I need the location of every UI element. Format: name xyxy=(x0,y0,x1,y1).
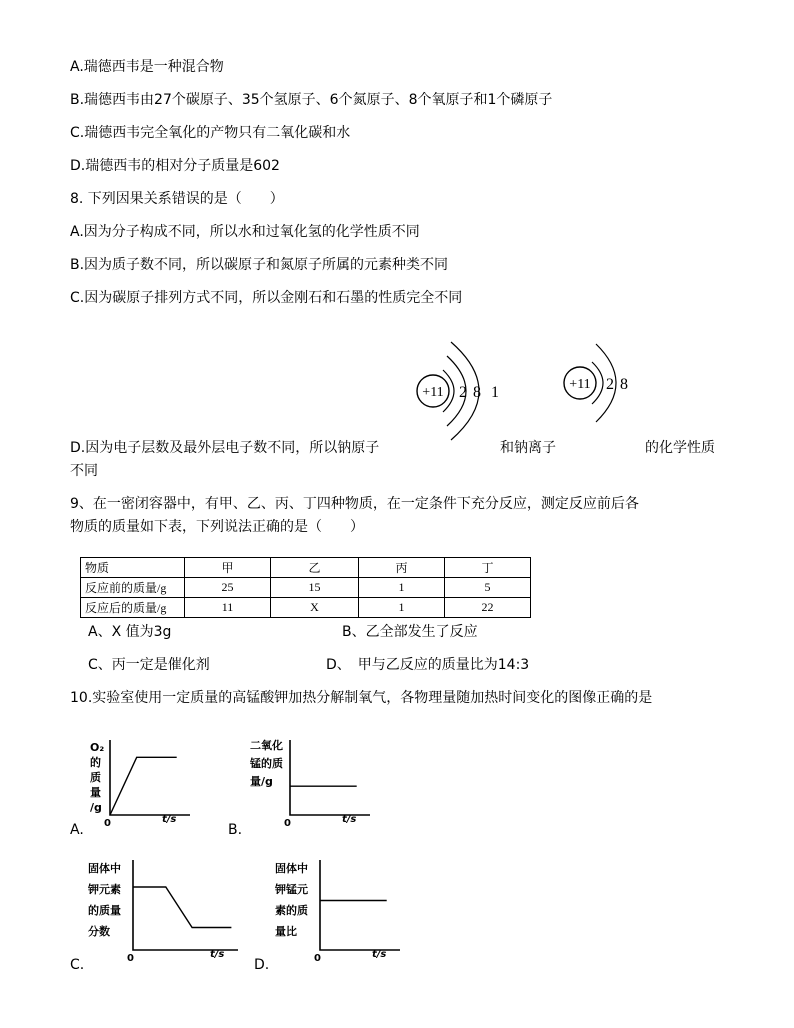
table-header-cell: 丁 xyxy=(445,558,531,578)
atom-shell-1-count: 2 xyxy=(459,384,467,401)
atom-shell-3-count: 1 xyxy=(491,384,499,401)
q7-option-c: C.瑞德西韦完全氧化的产物只有二氧化碳和水 xyxy=(70,125,351,141)
ion-shell-2-count: 8 xyxy=(620,376,628,393)
graph-a xyxy=(110,740,200,825)
graph-origin-label: 0 xyxy=(104,818,111,829)
graph-y-axis-label-line: 的质量 xyxy=(88,904,121,917)
table-row xyxy=(81,578,531,598)
table-cell: 反应后的质量/g xyxy=(81,598,185,618)
q9-stem-line2: 物质的质量如下表，下列说法正确的是（ ） xyxy=(70,519,364,535)
ion-shell-1-count: 2 xyxy=(606,376,614,393)
graph-x-axis-label: t/s xyxy=(162,814,177,825)
graph-y-axis-label-line: 量 xyxy=(90,786,101,799)
graph-x-axis-label: t/s xyxy=(372,949,387,960)
graph-y-axis-label-line: 固体中 xyxy=(88,862,121,875)
table-cell: 15 xyxy=(271,578,359,598)
q8-option-d-part4: 不同 xyxy=(70,463,98,479)
q10-stem: 10.实验室使用一定质量的高锰酸钾加热分解制氧气，各物理量随加热时间变化的图像正确的是 xyxy=(70,690,653,706)
q7-option-d: D.瑞德西韦的相对分子质量是602 xyxy=(70,158,280,174)
q10-option-d-label: D. xyxy=(254,957,270,973)
atom-nucleus-charge: +11 xyxy=(422,385,444,400)
ion-shell-1-arc xyxy=(592,362,603,404)
table-header-cell: 乙 xyxy=(271,558,359,578)
q8-stem: 8. 下列因果关系错误的是（ ） xyxy=(70,191,284,207)
q8-option-c: C.因为碳原子排列方式不同，所以金刚石和石墨的性质完全不同 xyxy=(70,290,463,306)
graph-y-axis-label-line: 锰的质 xyxy=(250,757,283,770)
graph-y-axis-label-line: O₂ xyxy=(90,741,105,754)
q8-option-b: B.因为质子数不同，所以碳原子和氮原子所属的元素种类不同 xyxy=(70,257,449,273)
q9-option-c: C、丙一定是催化剂 xyxy=(88,657,210,673)
table-cell: 5 xyxy=(445,578,531,598)
q7-option-a: A.瑞德西韦是一种混合物 xyxy=(70,59,224,75)
q7-option-b: B.瑞德西韦由27个碳原子、35个氢原子、6个氮原子、8个氧原子和1个磷原子 xyxy=(70,92,553,108)
table-cell: 1 xyxy=(359,598,445,618)
table-cell: 反应前的质量/g xyxy=(81,578,185,598)
graph-c xyxy=(133,860,248,960)
graph-y-axis-label-line: 量比 xyxy=(275,925,297,938)
table-cell: 22 xyxy=(445,598,531,618)
graph-y-axis-label-line: /g xyxy=(90,801,102,814)
q9-option-d: D、 甲与乙反应的质量比为14:3 xyxy=(326,657,530,673)
graph-y-axis-label-line: 量/g xyxy=(250,775,273,788)
graph-y-axis-label-line: 素的质 xyxy=(275,904,308,917)
q8-option-d-part1: D.因为电子层数及最外层电子数不同，所以钠原子 xyxy=(70,440,380,456)
graph-x-axis-label: t/s xyxy=(210,949,225,960)
graph-axes xyxy=(133,860,238,950)
graph-x-axis-label: t/s xyxy=(342,814,357,825)
q10-option-c-label: C. xyxy=(70,957,85,973)
q10-option-b-label: B. xyxy=(228,822,243,838)
q10-option-a-label: A. xyxy=(70,822,84,838)
graph-series-line xyxy=(110,757,177,815)
graph-y-axis-label-line: 钾元素 xyxy=(88,883,121,896)
table-header-cell: 丙 xyxy=(359,558,445,578)
q9-option-a: A、X 值为3g xyxy=(88,624,172,640)
graph-origin-label: 0 xyxy=(284,818,291,829)
q8-option-a: A.因为分子构成不同，所以水和过氧化氢的化学性质不同 xyxy=(70,224,420,240)
graph-y-axis-label-line: 固体中 xyxy=(275,862,308,875)
ion-nucleus-charge: +11 xyxy=(569,377,591,392)
table-cell: X xyxy=(271,598,359,618)
table-cell: 1 xyxy=(359,578,445,598)
graph-y-axis-label xyxy=(275,858,319,942)
q9-option-b: B、乙全部发生了反应 xyxy=(342,624,478,640)
graph-axes xyxy=(290,740,370,815)
table-header-cell: 物质 xyxy=(81,558,185,578)
table-row xyxy=(81,598,531,618)
graph-y-axis-label-line: 质 xyxy=(90,771,101,784)
q8-option-d-part3: 的化学性质 xyxy=(645,440,715,456)
graph-y-axis-label-line: 钾锰元 xyxy=(275,883,308,896)
graph-origin-label: 0 xyxy=(314,953,321,964)
q9-stem-line1: 9、在一密闭容器中，有甲、乙、丙、丁四种物质，在一定条件下充分反应，测定反应前后各 xyxy=(70,496,639,512)
graph-axes xyxy=(320,860,400,950)
graph-y-axis-label xyxy=(88,858,132,942)
graph-y-axis-label xyxy=(90,740,108,815)
graph-y-axis-label-line: 二氧化 xyxy=(250,739,283,752)
graph-series-line xyxy=(133,887,231,928)
sodium-ion-diagram xyxy=(556,330,656,440)
q8-option-d-part2: 和钠离子 xyxy=(500,440,556,456)
graph-d xyxy=(320,860,410,960)
table-cell: 11 xyxy=(185,598,271,618)
mass-table xyxy=(80,557,531,618)
graph-y-axis-label xyxy=(250,737,290,791)
graph-y-axis-label-line: 的 xyxy=(90,756,101,769)
graph-y-axis-label-line: 分数 xyxy=(88,925,110,938)
graph-b xyxy=(290,740,380,825)
table-header-row xyxy=(81,558,531,578)
table-header-cell: 甲 xyxy=(185,558,271,578)
graph-axes xyxy=(110,740,190,815)
atom-shell-2-count: 8 xyxy=(473,384,481,401)
graph-origin-label: 0 xyxy=(127,953,134,964)
table-cell: 25 xyxy=(185,578,271,598)
